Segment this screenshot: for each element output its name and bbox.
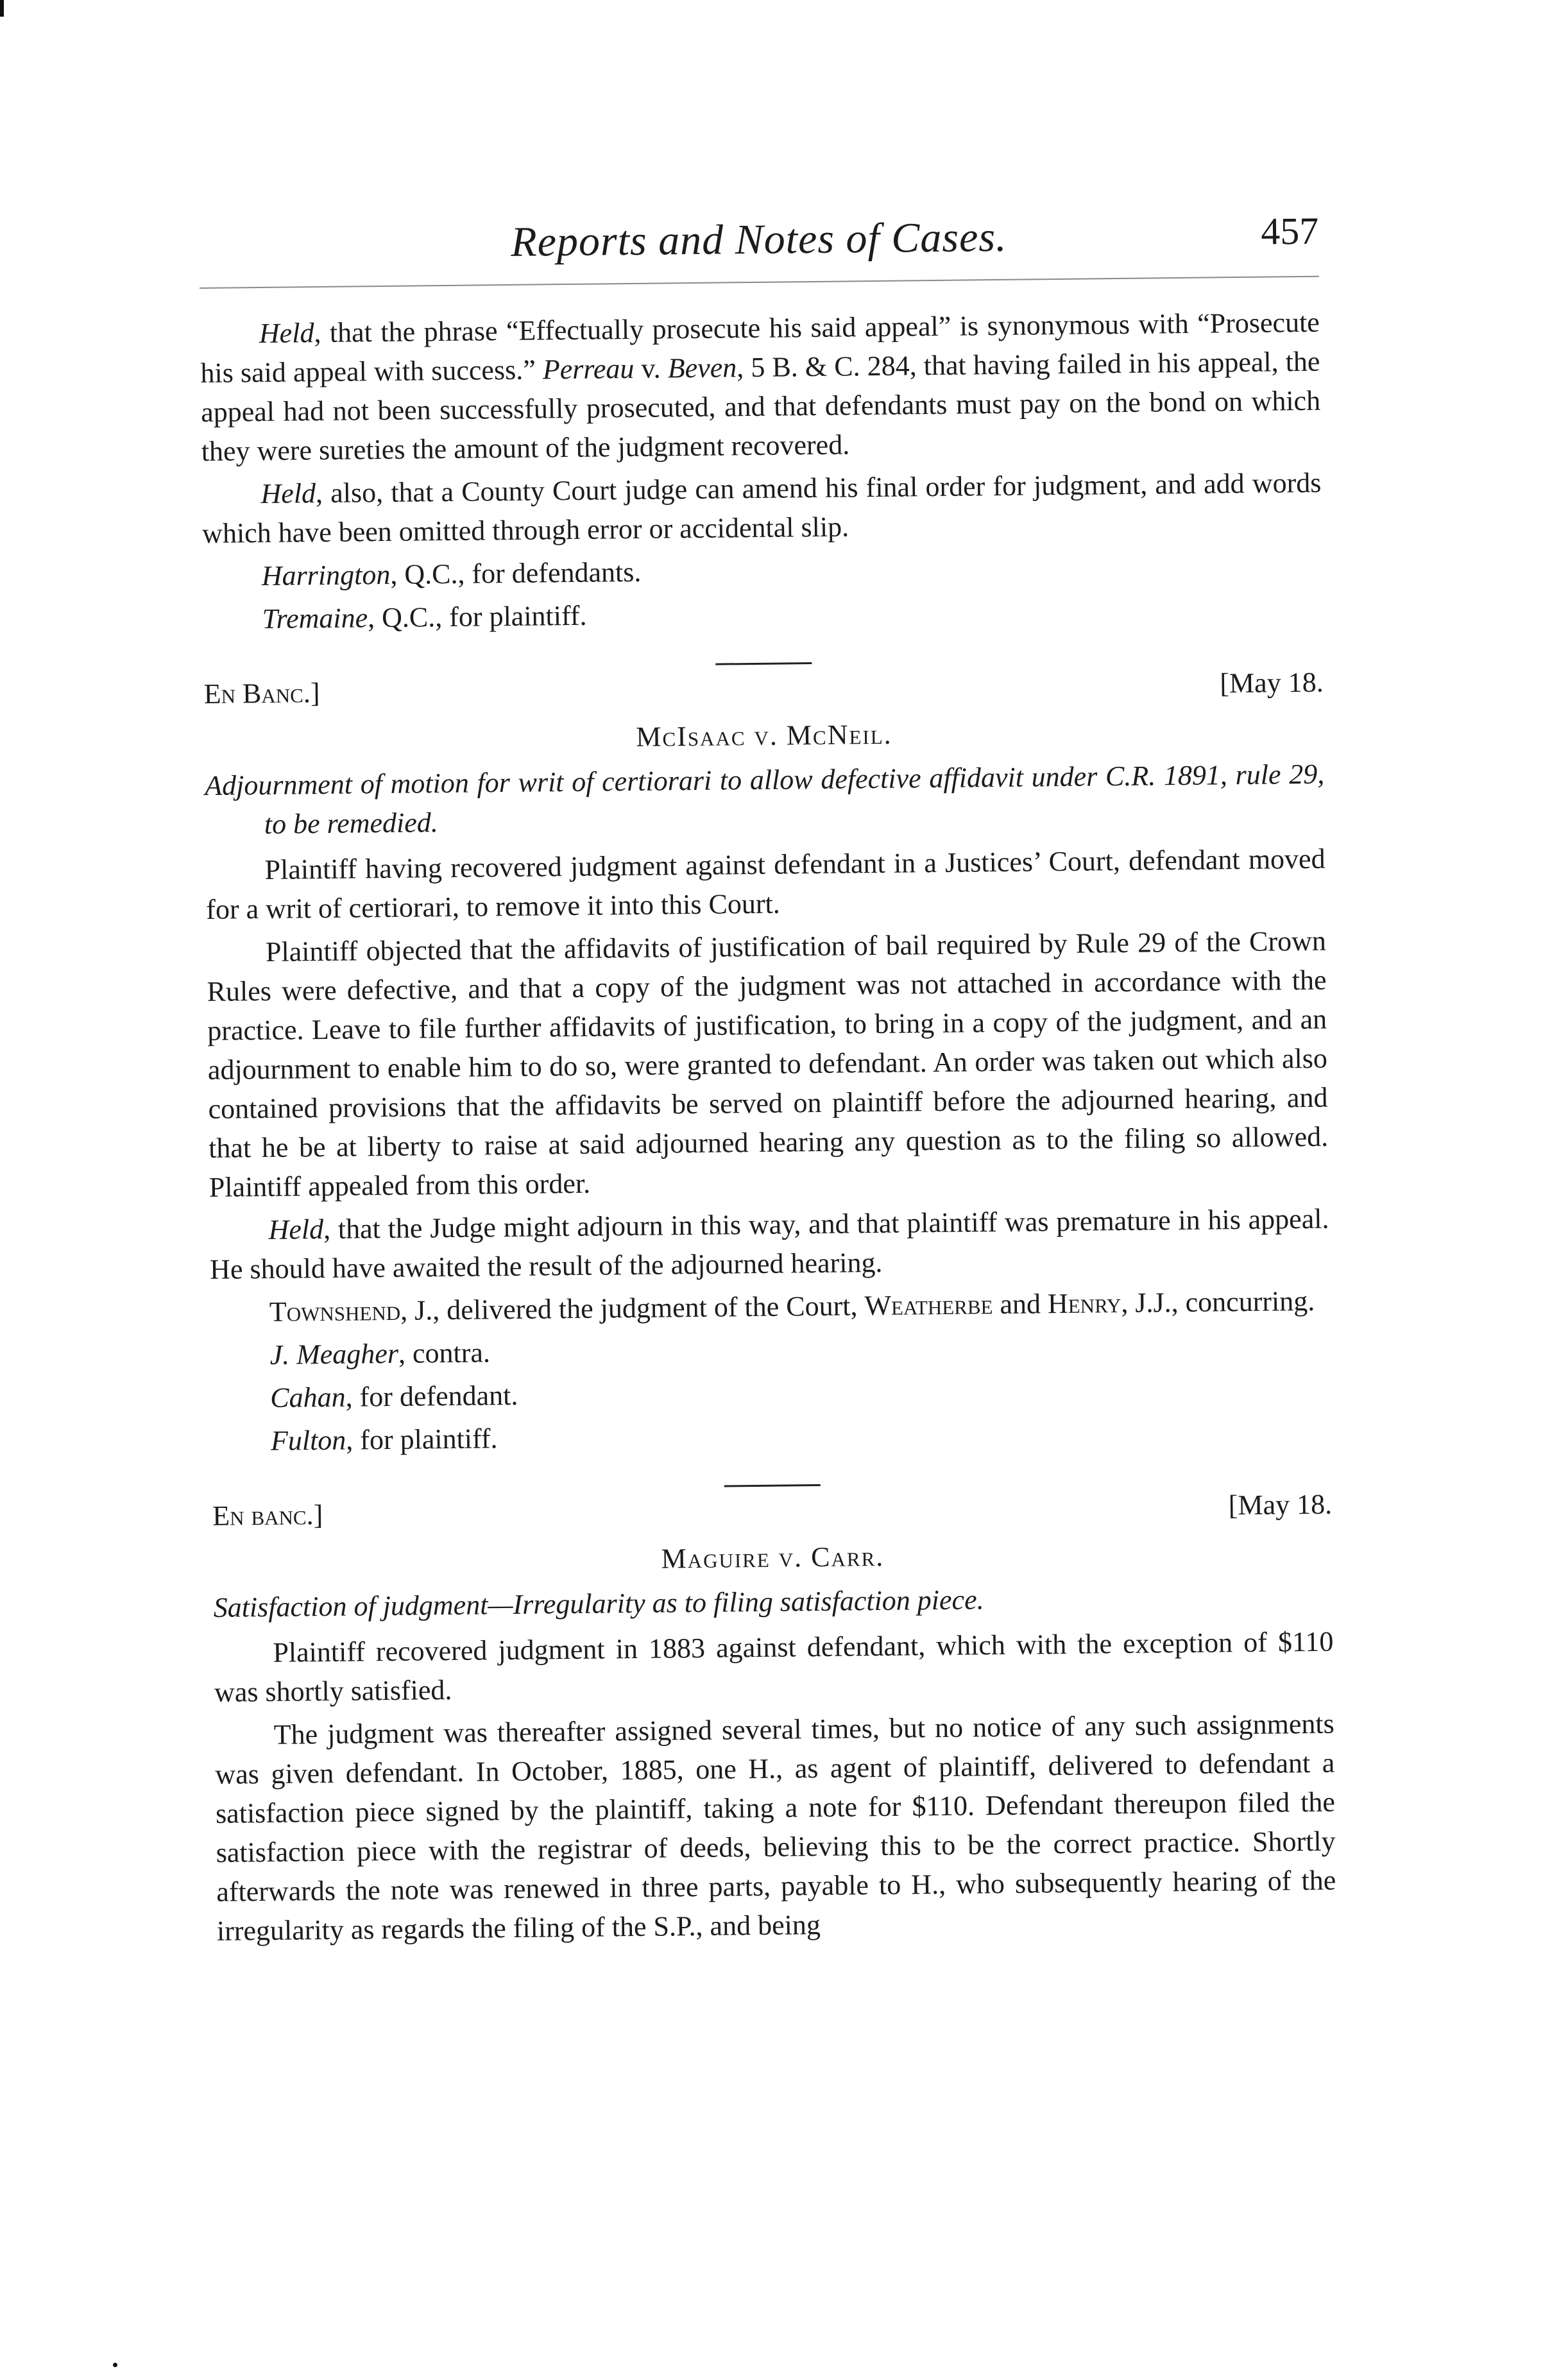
holding-text: , that the Judge might adjourn in this way, and that plaintiff was premature in his appeal. He should have awaited the result of the adjourned hearing. [209, 1203, 1329, 1285]
judgment-text: , J., delivered the judgment of the Court, [400, 1290, 865, 1326]
running-title: Reports and Notes of Cases. [510, 213, 1007, 266]
counsel-line [203, 545, 1323, 596]
bench-label: En Banc.] [203, 677, 320, 710]
counsel-name: J. Meagher [269, 1337, 399, 1371]
decision-date: [May 18. [1220, 666, 1324, 699]
case-title: McIsaac v. McNeil. [636, 718, 892, 753]
counsel-name: Tremaine [262, 602, 368, 635]
holding-text: , also, that a County Court judge can amend his final order for judgment, and add words which have been omitted through error or accidental slip. [201, 467, 1322, 549]
facts-paragraph: The judgment was thereafter assigned several times, but no notice of any such assignments was given defendant. In October, 1885, one H., as agent of plaintiff, delivered to defendant a satisfaction piece signed by the plaintiff, taking a note for $110. Defendant thereupon filed the satisfaction piece with the registrar of deeds, believing this to be the correct practice. Shortly afterwards the note was renewed in three parts, payable to H., who subsequently hearing of the irregularity as regards the filing of the S.P., and being [215, 1708, 1336, 1947]
counsel-name: Fulton [270, 1424, 346, 1457]
citation-versus: v. [634, 352, 668, 384]
judgment-line [210, 1281, 1331, 1332]
holding-paragraph-2 [201, 463, 1322, 553]
citation-party: Beven [667, 352, 737, 384]
counsel-role: , Q.C., for defendants. [390, 556, 642, 590]
counsel-role: , contra. [398, 1337, 491, 1369]
judgment-conjunction: and [993, 1288, 1048, 1321]
case-maguire-v-carr [212, 1485, 1336, 1951]
holding-text: , that the phrase “Effectually prosecute his said appeal” is synonymous with “Prosecute his said appeal with success.” [200, 306, 1320, 389]
counsel-role: , Q.C., for plaintiff. [367, 599, 587, 634]
case-headnote: Satisfaction of judgment—Irregularity as to filing satisfaction piece. [213, 1584, 984, 1623]
facts-paragraph: Plaintiff objected that the affidavits of justification of bail required by Rule 29 of the Crown Rules were defective, and that a copy of the judgment was not attached in accordance with the practice. Leave to file further affidavits of justification, to bring in a copy of the judgment, and an adjournment to enable him to do so, were granted to defendant. An order was taken out which also contained provisions that the affidavits be served on plaintiff before the adjourned hearing, and that he be at liberty to raise at said adjourned hearing any question as to the filing so allowed. Plaintiff appealed from this order. [207, 925, 1329, 1203]
judge-name: Townshend [269, 1294, 401, 1328]
counsel-line [210, 1324, 1331, 1375]
book-page [199, 207, 1336, 1955]
counsel-line [212, 1410, 1332, 1461]
case-headnote: Adjournment of motion for writ of certiorari to allow defective affidavit under C.R. 1891, rule 29, to be remedied. [205, 758, 1325, 840]
judge-name: Weatherbe [864, 1288, 993, 1322]
held-label: Held [259, 317, 314, 350]
holding-text-continued: , 5 B. & C. 284, that having failed in his appeal, the appeal had not been successfully prosecuted, and that defendants must pay on the bond on which they were sureties the amount of the judgment recovered. [200, 345, 1321, 467]
court-date-row [212, 1485, 1333, 1539]
facts-paragraph: Plaintiff recovered judgment in 1883 against defendant, which with the exception of $110 was shortly satisfied. [214, 1625, 1334, 1708]
section-divider [715, 662, 812, 665]
held-label: Held [260, 477, 316, 510]
counsel-name: Harrington [261, 558, 391, 592]
counsel-name: Cahan [270, 1381, 346, 1414]
court-date-row [203, 663, 1324, 717]
holding-paragraph-1 [200, 303, 1321, 471]
scan-mark-top [0, 0, 4, 17]
counsel-role: , for defendant. [345, 1379, 518, 1413]
counsel-line [203, 588, 1323, 639]
judgment-text: , J.J., concurring. [1121, 1285, 1315, 1319]
decision-date: [May 18. [1228, 1488, 1333, 1521]
bench-label: En banc.] [212, 1499, 323, 1532]
facts-paragraph: Plaintiff having recovered judgment against defendant in a Justices’ Court, defendant moved for a writ of certiorari, to remove it into this Court. [206, 843, 1326, 925]
case-continuation [200, 303, 1323, 639]
counsel-role: , for plaintiff. [346, 1423, 498, 1456]
page-number: 457 [1260, 209, 1319, 253]
citation-name: Perreau [542, 352, 635, 386]
running-header [199, 207, 1319, 289]
judge-name: Henry [1047, 1287, 1121, 1320]
section-divider [724, 1484, 820, 1487]
case-title: Maguire v. Carr. [661, 1540, 885, 1575]
holding-paragraph [209, 1199, 1329, 1289]
case-mcisaac-v-mcneil [203, 663, 1331, 1461]
scan-mark-bottom [113, 2363, 117, 2367]
held-label: Held [268, 1213, 324, 1246]
counsel-line [211, 1367, 1331, 1418]
